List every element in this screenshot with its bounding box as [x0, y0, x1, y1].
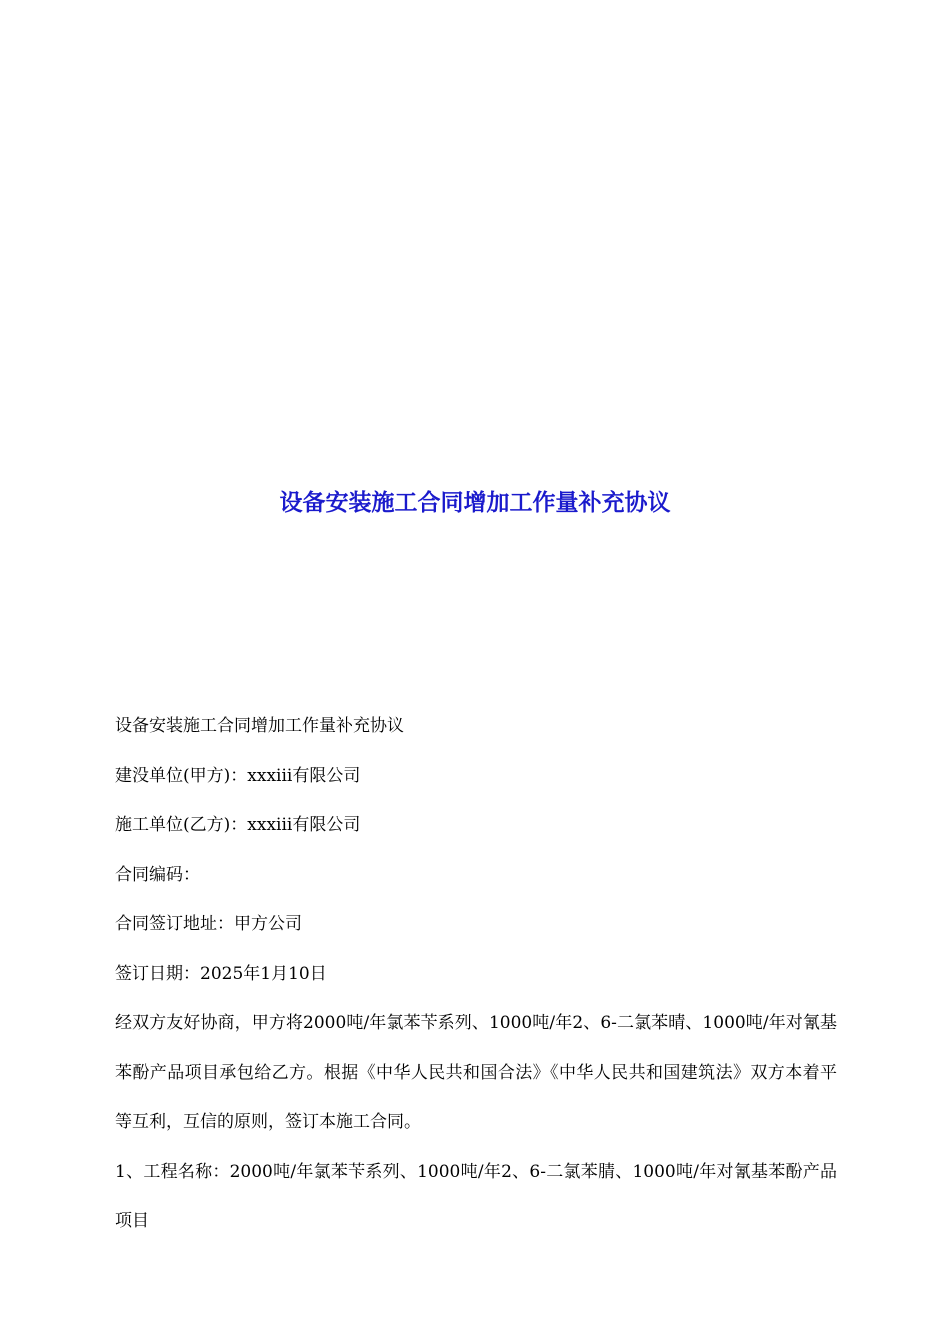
party-a-line: 建没单位(甲方)：xxxiii有限公司 [115, 765, 361, 786]
document-body [115, 702, 837, 1247]
document-title: 设备安装施工合同增加工作量补充协议 [279, 490, 671, 516]
project-name-paragraph: 1、工程名称：2000吨/年氯苯苄系列、1000吨/年2、6-二氯苯腈、1000吨/年对氰基苯酚产品项目 [115, 1161, 837, 1231]
party-b-line: 施工单位(乙方)：xxxiii有限公司 [115, 815, 361, 835]
signing-date-line: 签订日期：2025年1月10日 [115, 963, 327, 984]
contract-number-line: 合同编码： [115, 864, 200, 885]
signing-place-line: 合同签订地址：甲方公司 [115, 914, 302, 934]
preamble-paragraph: 经双方友好协商，甲方将2000吨/年氯苯苄系列、1000吨/年2、6-二氯苯晴、1000吨/年对氰基苯酚产品项目承包给乙方。根据《中华人民共和国合法》《中华人民共和国建筑法》双方本着平等互利，互信的原则，签订本施工合同。 [115, 1013, 837, 1132]
agreement-heading: 设备安装施工合同增加工作量补充协议 [115, 716, 404, 736]
